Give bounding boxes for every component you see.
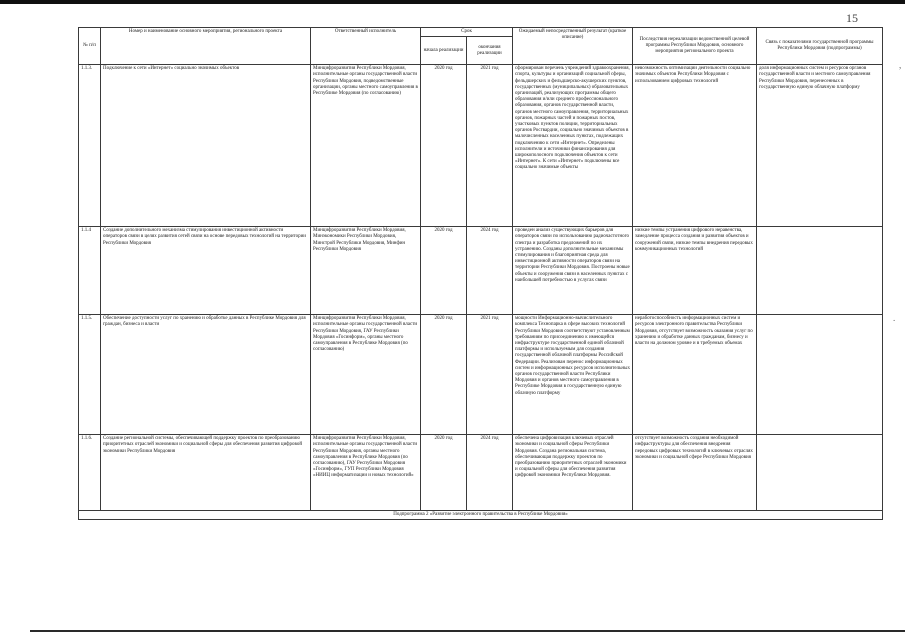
row-name: Создание дополнительного механизма стимулирования инвестиционной активности операторов связи в целях развития сетей связи на основе передовых технологий на территории Республики Мордовия	[101, 227, 311, 315]
row-result: обеспечена цифровизация ключевых отраслей экономики и социальной сферы Республики Мордовия. Создана региональная система, обеспечивающая поддержку проектов по преобразованию приоритетных отраслей экономики и социальной сферы для обеспечения развития цифровой экономики Республики Мордовия.	[513, 435, 633, 511]
header-end: окончания реализации	[467, 37, 513, 65]
top-border-bar	[0, 0, 905, 4]
row-responsible: Минцифроразвития Республики Мордовия, исполнительные органы государственной власти Республики Мордовия, подведомственные организации, органы местного самоуправления в Республике Мордовия (по согласованию)	[311, 65, 421, 227]
header-num: № п/п	[79, 28, 101, 65]
row-name: Подключение к сети «Интернет» социально значимых объектов	[101, 65, 311, 227]
row-links	[757, 315, 883, 435]
row-links	[757, 227, 883, 315]
table-row	[79, 315, 883, 435]
row-result: сформирован перечень учреждений здравоохранения, спорта, культуры и организаций социальной сферы, фельдшерских и фельдшерско-акушерских пунктов, государственных (муниципальных) образовательных организаций, реализующих программы общего образования и/или среднего профессионального образования, органов государственной власти, органов местного самоуправления, территориальных органов, пожарных частей и пожарных постов, участковых пунктов полиции, территориальных органов Росгвардии, социально значимых объектов в малочисленных населенных пунктах, подлежащих подключению к сети «Интернет». Определены исполнители и источники финансирования для широкополосного подключения объектов к сети «Интернет». К сети «Интернет» подключены все социально значимые объекты	[513, 65, 633, 227]
row-start: 2020 год	[421, 315, 467, 435]
header-result: Ожидаемый непосредственный результат (краткое описание)	[513, 28, 633, 65]
row-consequences: неработоспособность информационных систем и ресурсов электронного правительства Республики Мордовия, отсутствует возможность оказания услуг по хранению и обработке данных гражданам, бизнесу и власти на должном уровне и в требуемых объемах	[633, 315, 757, 435]
subprogram-title: Подпрограмма 2 «Развитие электронного правительства в Республике Мордовия»	[79, 511, 883, 520]
row-num: 1.1.4	[79, 227, 101, 315]
row-num: 1.1.3.	[79, 65, 101, 227]
header-start: начала реализации	[421, 37, 467, 65]
row-name: Создание региональной системы, обеспечивающей поддержку проектов по преобразованию приоритетных отраслей экономики и социальной сферы для обеспечения развития цифровой экономики Республики Мордовия	[101, 435, 311, 511]
row-end: 2021 год	[467, 315, 513, 435]
row-end: 2024 год	[467, 435, 513, 511]
header-responsible: Ответственный исполнитель	[311, 28, 421, 65]
header-consequences: Последствия нереализации ведомственной целевой программы Республики Мордовия, основного мероприятия регионального проекта	[633, 28, 757, 65]
program-activities-table	[78, 27, 883, 520]
table-row	[79, 65, 883, 227]
header-term: Срок	[421, 28, 513, 37]
row-num: 1.1.5.	[79, 315, 101, 435]
row-responsible: Минцифроразвития Республики Мордовия, Минэкономики Республики Мордовия, Минстрой Республики Мордовия, Минфин Республики Мордовия	[311, 227, 421, 315]
row-name: Обеспечение доступности услуг по хранению и обработке данных в Республике Мордовия для граждан, бизнеса и власти	[101, 315, 311, 435]
row-start: 2020 год	[421, 65, 467, 227]
header-links: Связь с показателями государственной программы Республики Мордовия (подпрограммы)	[757, 28, 883, 65]
bottom-border-bar	[30, 630, 905, 632]
row-end: 2024 год	[467, 227, 513, 315]
row-responsible: Минцифроразвития Республики Мордовия, исполнительные органы государственной власти Республики Мордовия, ГАУ Республики Мордовия «Госинформ», органы местного самоуправления в Республике Мордовия (по согласованию)	[311, 315, 421, 435]
row-links	[757, 435, 883, 511]
table-row	[79, 435, 883, 511]
row-num: 1.1.6.	[79, 435, 101, 511]
row-consequences: низкие темпы устранения цифрового неравенства, замедление процесса создания и развития объектов и сооружений связи, низкие темпы внедрения передовых коммуникационных технологий	[633, 227, 757, 315]
row-responsible: Минцифроразвития Республики Мордовия, исполнительные органы государственной власти Республики Мордовия, органы местного самоуправления в Республике Мордовия (по согласованию), ГАУ Республики Мордовия «Госинформ», ГУП Республики Мордовия «НИИЦ информатизации и новых технологий»	[311, 435, 421, 511]
row-start: 2020 год	[421, 435, 467, 511]
header-name: Номер и наименование основного мероприятия, регионального проекта	[101, 28, 311, 65]
page-number: 15	[846, 11, 858, 25]
scan-speck: .	[893, 313, 896, 323]
scan-speck: ,	[899, 60, 902, 70]
row-start: 2020 год	[421, 227, 467, 315]
row-end: 2021 год	[467, 65, 513, 227]
row-result: мощности Информационно-вычислительного комплекса Технопарка в сфере высоких технологий Республики Мордовия соответствуют установленным требованиям по присоединению к имеющейся инфраструктуре государственной единой облачной платформы и используемым для создания государственной облачной платформы Российской Федерации. Реализован перенос информационных систем и информационных ресурсов исполнительных органов государственной власти Республики Мордовия и органов местного самоуправления в Республике Мордовия в государственную единую облачную платформу	[513, 315, 633, 435]
row-consequences: отсутствует возможность создания необходимой инфраструктуры для обеспечения внедрения передовых цифровых технологий в ключевых отраслях экономики и социальной сфере Республики Мордовия	[633, 435, 757, 511]
row-consequences: невозможность оптимизации деятельности социально значимых объектов Республики Мордовия с использованием цифровых технологий	[633, 65, 757, 227]
row-result: проведен анализ существующих барьеров для операторов связи по использованию радиочастотного спектра и разработка предложений по их устранению. Созданы дополнительные механизмы стимулирования и благоприятная среда для инвестиционной активности операторов связи на территории Республики Мордовия. Построены новые объекты и сооружения связи в населенных пунктах с наибольшей потребностью в услугах связи	[513, 227, 633, 315]
table-row	[79, 227, 883, 315]
row-links: доля информационных систем и ресурсов органов государственной власти и местного самоуправления Республики Мордовия, перенесенных в государственную единую облачную платформу	[757, 65, 883, 227]
